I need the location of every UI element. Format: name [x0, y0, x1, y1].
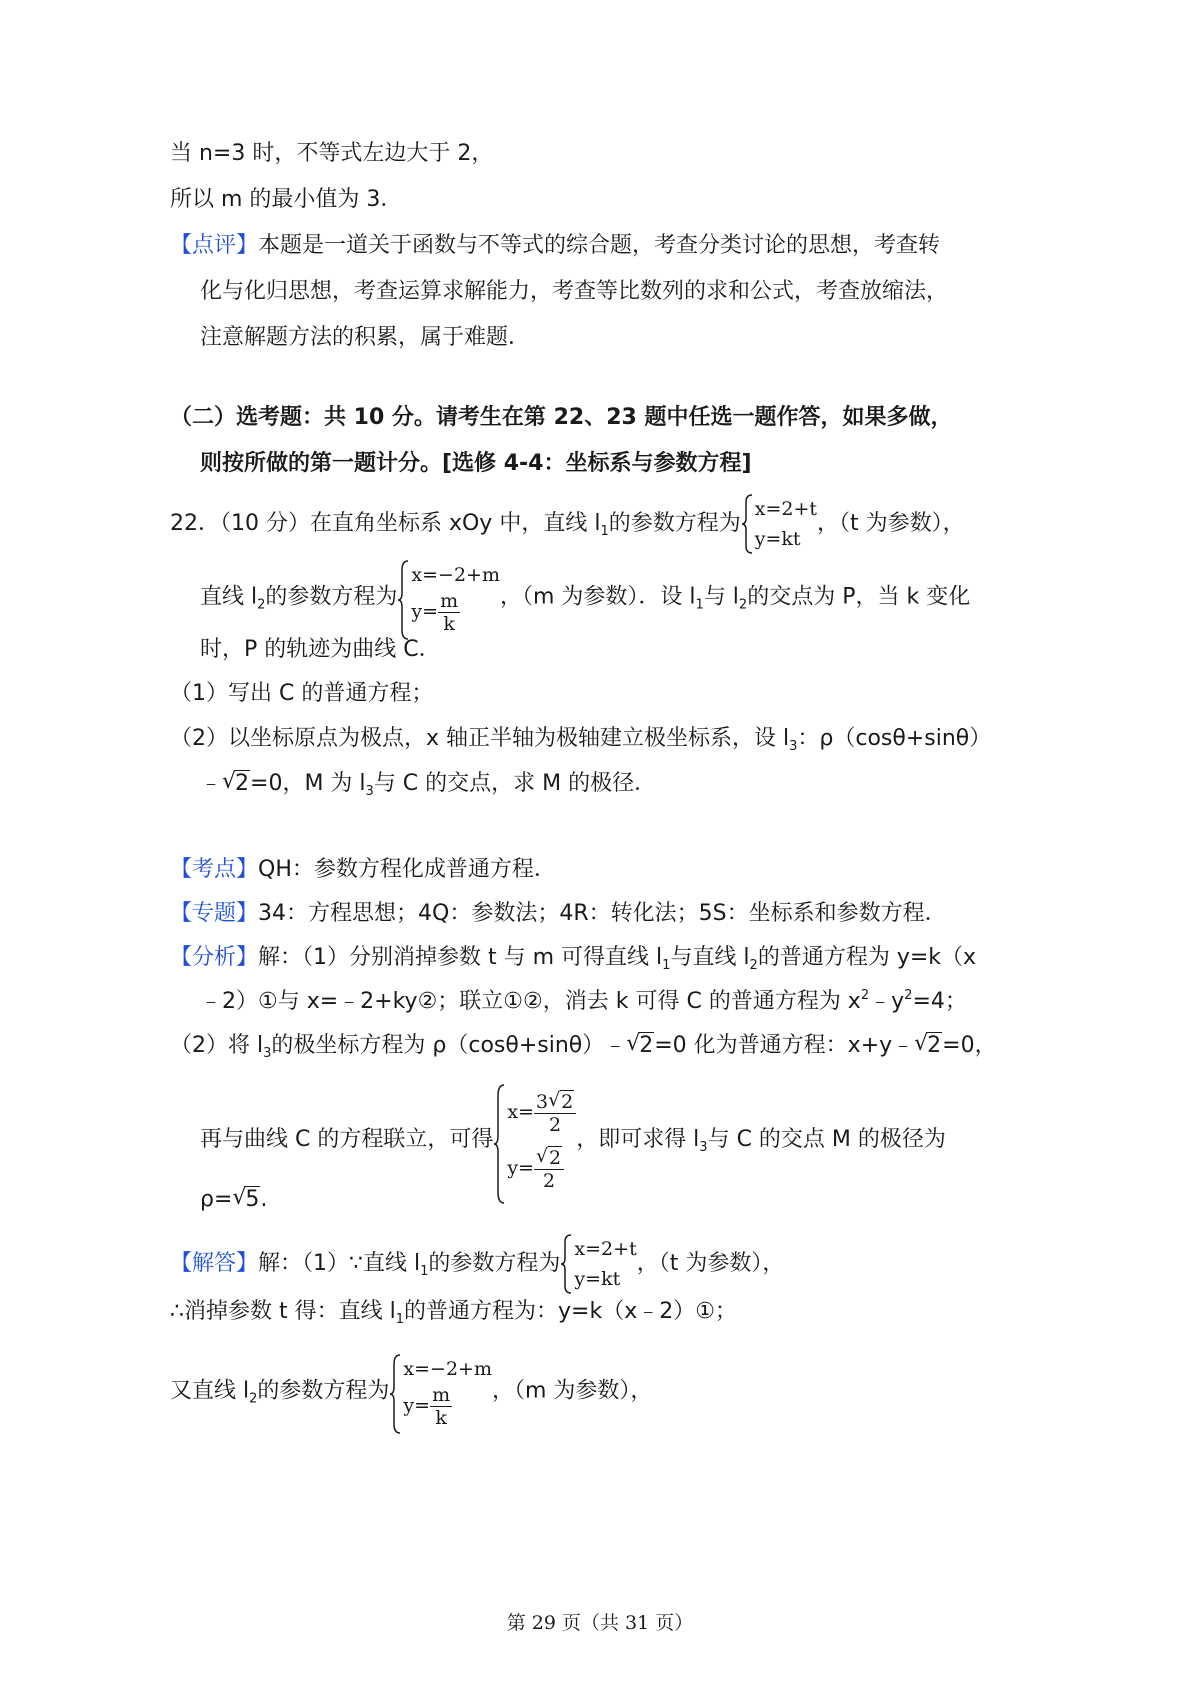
- equation-row: [403, 1384, 492, 1429]
- subscript: 2: [749, 958, 758, 973]
- equation-system: [389, 1354, 492, 1429]
- section-heading: （二）选考题：共 10 分。请考生在第 22、23 题中任选一题作答，如果多做，: [170, 405, 953, 430]
- question-line: [170, 725, 991, 753]
- sqrt: [626, 1032, 654, 1060]
- equation-system: [741, 494, 817, 554]
- solution-tag: 【解答】: [170, 1251, 259, 1276]
- equation-row: y=kt: [574, 1268, 621, 1290]
- text: ρ=: [200, 1187, 233, 1212]
- brace-icon: [389, 1354, 401, 1434]
- sqrt: [914, 1032, 942, 1060]
- radicand: 2: [639, 1033, 654, 1058]
- text: 的普通方程为：y=k（x﹣2）①；: [404, 1299, 737, 1324]
- text: 的参数方程为: [257, 1378, 390, 1404]
- zhuanti-line: [170, 900, 947, 928]
- text: 22．（10 分）在直角坐标系 xOy 中，直线 l: [170, 511, 601, 536]
- question-line: （1）写出 C 的普通方程；: [170, 681, 434, 706]
- sqrt: [548, 1091, 574, 1113]
- subscript: 1: [695, 597, 704, 613]
- text: 又直线 l: [170, 1378, 250, 1404]
- equation-row: x=−2+m: [403, 1358, 492, 1380]
- text: 的普通方程为 y=k（x: [757, 945, 977, 970]
- text: ，（t 为参数），: [817, 511, 965, 536]
- subscript: 1: [395, 1312, 404, 1327]
- text: 的参数方程为: [265, 584, 398, 610]
- equation-system: [397, 560, 500, 635]
- equation-row: [411, 590, 500, 635]
- denominator: k: [443, 613, 455, 635]
- text: ﹣y: [869, 989, 905, 1014]
- text-line: 当 n=3 时，不等式左边大于 2，: [170, 141, 494, 166]
- subscript: 3: [263, 1046, 272, 1061]
- text: 直线 l: [200, 584, 258, 610]
- subscript: 2: [738, 597, 748, 613]
- radicand: 2: [561, 1090, 574, 1113]
- subscript: 1: [420, 1264, 429, 1279]
- text: ，（m 为参数），: [492, 1378, 653, 1404]
- numerator: [534, 1147, 564, 1170]
- text: 解：（1）∵直线 l: [258, 1251, 421, 1276]
- kaodian-line: [170, 856, 556, 884]
- brace-icon: [493, 1084, 505, 1204]
- text: ，（t 为参数），: [636, 1251, 785, 1276]
- brace-icon: [560, 1234, 572, 1294]
- text: =4；: [912, 989, 967, 1014]
- question-line: [200, 770, 656, 798]
- fraction: [534, 1147, 564, 1192]
- text: 的参数方程为: [428, 1251, 561, 1276]
- text: ∴消掉参数 t 得：直线 l: [170, 1299, 396, 1324]
- equation-row: x=2+t: [574, 1238, 637, 1260]
- text: 3: [536, 1090, 549, 1113]
- zhuanti-tag: 【专题】: [170, 901, 259, 926]
- text: ，即可求得 l: [576, 1127, 700, 1152]
- text: 与 C 的交点 M 的极径为: [707, 1127, 946, 1152]
- text: QH：参数方程化成普通方程．: [258, 857, 556, 882]
- comment-line: 注意解题方法的积累，属于难题．: [200, 325, 531, 350]
- sqrt: [536, 1147, 562, 1169]
- text: 34：方程思想；4Q：参数法；4R：转化法；5S：坐标系和参数方程．: [258, 901, 947, 926]
- denominator: k: [435, 1407, 447, 1429]
- equation-row: [507, 1140, 576, 1196]
- text-line: 所以 m 的最小值为 3．: [170, 187, 403, 212]
- text: y=: [411, 600, 439, 623]
- numerator: [534, 1091, 576, 1114]
- subscript: 1: [662, 958, 671, 973]
- text: =0，M 为 l: [250, 771, 366, 796]
- text: y=: [507, 1157, 535, 1179]
- text: （2）以坐标原点为极点，x 轴正半轴为极轴建立极坐标系，设 l: [170, 726, 790, 751]
- equation-row: x=2+t: [754, 498, 818, 520]
- superscript: 2: [904, 988, 913, 1003]
- denominator: 2: [543, 1169, 556, 1192]
- subscript: 1: [600, 524, 609, 539]
- brace-icon: [397, 560, 409, 640]
- question-line: [170, 494, 965, 554]
- text: （2）将 l: [170, 1033, 264, 1058]
- text: =0 化为普通方程：x+y﹣: [654, 1033, 915, 1058]
- comment-text: 本题是一道关于函数与不等式的综合题，考查分类讨论的思想，考查转: [258, 233, 941, 258]
- equation-row: x=−2+m: [411, 564, 500, 586]
- analysis-line: [170, 944, 976, 972]
- radicand: 2: [549, 1146, 562, 1169]
- solution-line: [170, 1298, 737, 1326]
- solution-line: [170, 1234, 784, 1294]
- text: x=: [507, 1101, 534, 1123]
- subscript: 2: [249, 1391, 258, 1407]
- radicand: 2: [927, 1033, 942, 1058]
- sqrt: [222, 770, 250, 798]
- brace-icon: [741, 494, 753, 554]
- analysis-line: [200, 1186, 267, 1214]
- fraction: [438, 590, 460, 635]
- superscript: 2: [860, 988, 870, 1003]
- page-footer: 第 29 页（共 31 页）: [506, 1612, 694, 1634]
- comment-tag: 【点评】: [170, 233, 259, 258]
- text: y=: [403, 1394, 431, 1417]
- subscript: 3: [789, 739, 798, 754]
- text: 的交点为 P，当 k 变化: [747, 584, 971, 610]
- denominator: 2: [549, 1113, 562, 1136]
- subscript: 2: [257, 597, 266, 613]
- equation-system: [560, 1234, 636, 1294]
- solution-line: [170, 1354, 652, 1429]
- equation-row: [507, 1084, 576, 1140]
- fraction: [430, 1384, 452, 1429]
- text: ，（m 为参数）．设 l: [500, 584, 696, 610]
- text: ﹣2）①与 x=﹣2+ky②；联立①②，消去 k 可得 C 的普通方程为 x: [200, 989, 861, 1014]
- numerator: m: [440, 590, 459, 612]
- radicand: 2: [235, 771, 250, 796]
- analysis-tag: 【分析】: [170, 945, 259, 970]
- analysis-line: [200, 1084, 946, 1196]
- text: ：ρ（cosθ+sinθ）: [797, 726, 992, 751]
- text: 与 C 的交点，求 M 的极径．: [373, 771, 657, 796]
- comment-line: [170, 232, 940, 260]
- text: ﹣: [200, 771, 223, 796]
- fraction: [534, 1091, 576, 1136]
- text: 再与曲线 C 的方程联立，可得: [200, 1127, 494, 1152]
- question-line: [200, 560, 970, 635]
- analysis-line: [200, 988, 967, 1016]
- radicand: 5: [245, 1187, 260, 1212]
- question-line: 时，P 的轨迹为曲线 C．: [200, 637, 441, 662]
- text: 解：（1）分别消掉参数 t 与 m 可得直线 l: [258, 945, 663, 970]
- text: .: [260, 1187, 268, 1212]
- kaodian-tag: 【考点】: [170, 857, 259, 882]
- numerator: m: [432, 1384, 451, 1406]
- comment-line: 化与化归思想，考查运算求解能力，考查等比数列的求和公式，考查放缩法，: [200, 279, 949, 304]
- subscript: 3: [365, 784, 374, 799]
- section-heading: 则按所做的第一题计分。[选修 4-4：坐标系与参数方程]: [200, 451, 752, 476]
- text: =0，: [942, 1033, 997, 1058]
- equation-row: y=kt: [754, 528, 801, 550]
- text: 与直线 l: [670, 945, 750, 970]
- analysis-line: [170, 1032, 997, 1060]
- text: 与 l: [703, 584, 739, 610]
- sqrt: [232, 1186, 260, 1214]
- text: 的极坐标方程为 ρ（cosθ+sinθ）﹣: [271, 1033, 627, 1058]
- text: 的参数方程为: [608, 511, 741, 536]
- equation-system: [493, 1084, 576, 1196]
- subscript: 3: [699, 1140, 708, 1155]
